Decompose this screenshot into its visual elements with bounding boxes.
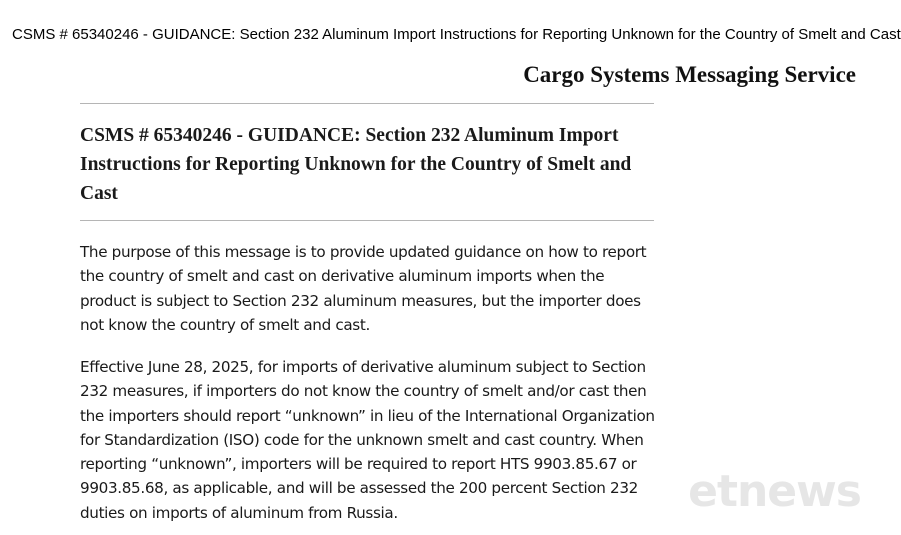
- service-name-heading: Cargo Systems Messaging Service: [523, 62, 856, 87]
- article-headline: CSMS # 65340246 - GUIDANCE: Section 232 Aluminum Import Instructions for Reporting Unknown for the Country of Smelt and Cast: [80, 125, 632, 204]
- header-divider: [80, 103, 654, 104]
- headline-divider: [80, 220, 654, 221]
- page-tab-title: CSMS # 65340246 - GUIDANCE: Section 232 Aluminum Import Instructions for Reporting Unknown for the Country of Smelt and Cast: [12, 26, 901, 43]
- browser-tab-title-bar: [0, 0, 901, 48]
- watermark-logo: etnews: [688, 466, 861, 517]
- article-paragraph: The purpose of this message is to provide updated guidance on how to report the country of smelt and cast on derivative aluminum imports when the product is subject to Section 232 aluminum measures, but the importer does not know the country of smelt and cast.: [80, 243, 647, 334]
- article-paragraph: Effective June 28, 2025, for imports of derivative aluminum subject to Section 232 measures, if importers do not know the country of smelt and/or cast then the importers should report “unknown” in lieu of the International Organization for Standardization (ISO) code for the unknown smelt and cast country. When reporting “unknown”, importers will be required to report HTS 9903.85.67 or 9903.85.68, as applicable, and will be assessed the 200 percent Section 232 duties on imports of aluminum from Russia.: [80, 358, 655, 522]
